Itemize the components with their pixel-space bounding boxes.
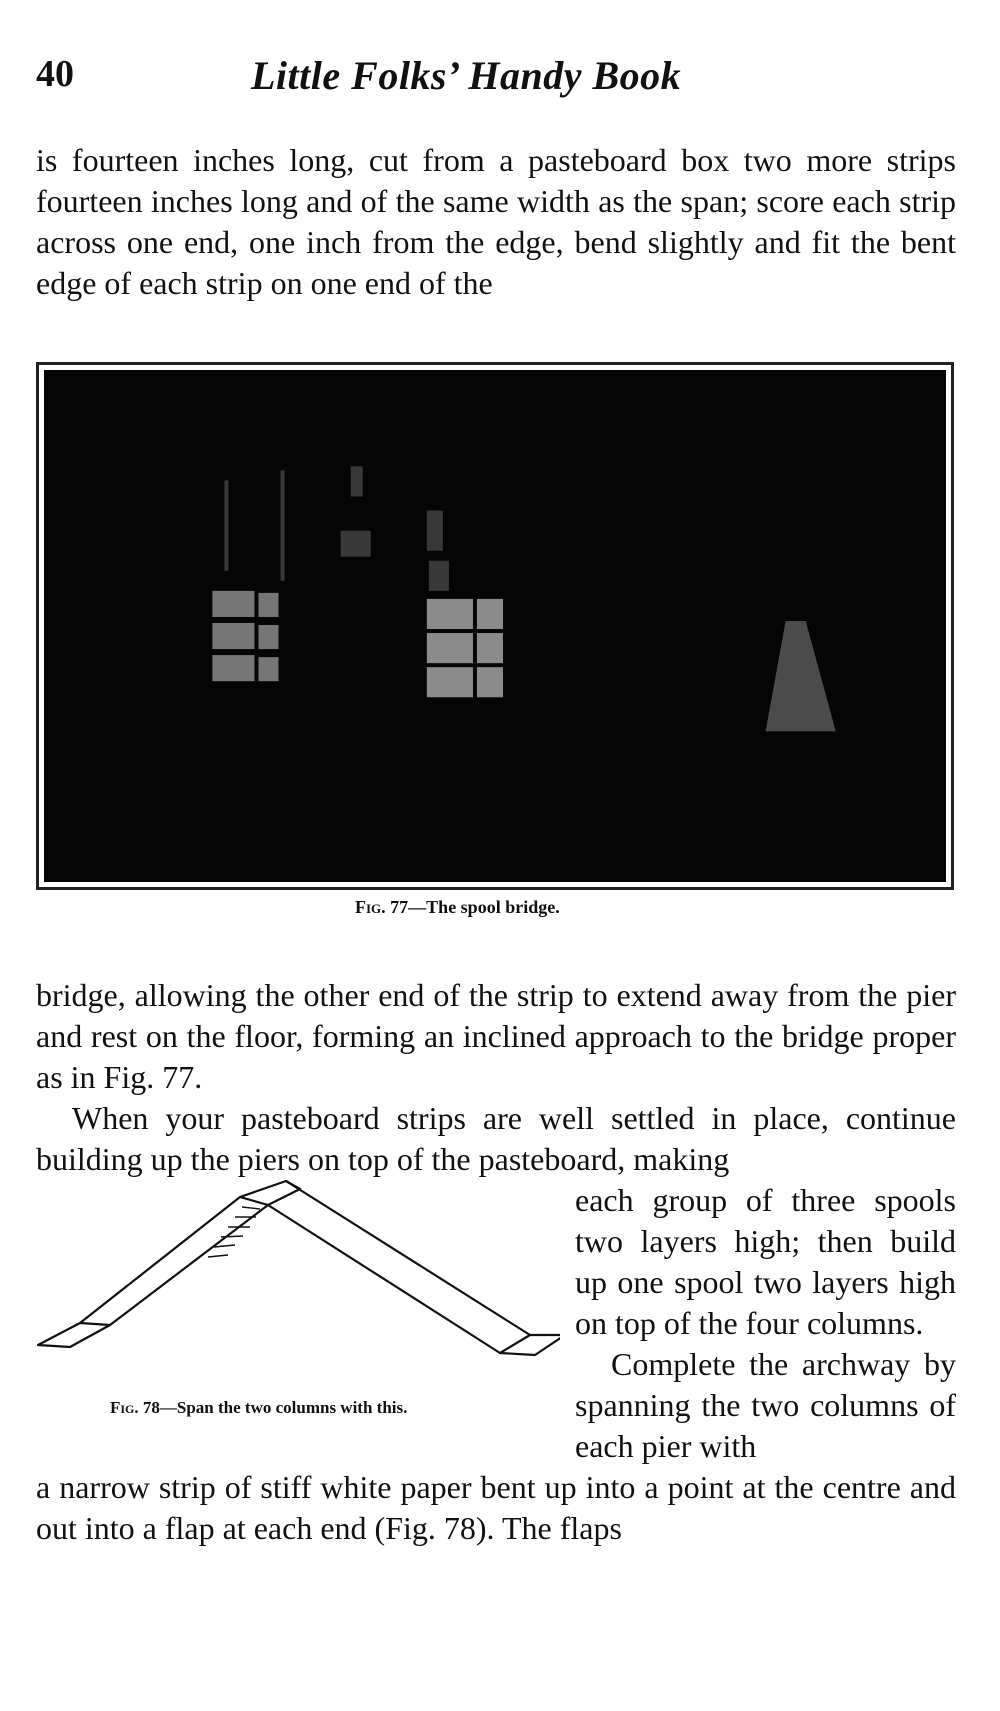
figure-77-title: —The spool bridge. xyxy=(408,897,560,917)
figure-78-folded-strip-drawing xyxy=(30,1175,560,1385)
figure-78-label: Fig. 78 xyxy=(110,1398,160,1417)
paragraph-3-full: When your pasteboard strips are well settled in place, continue building up the piers on top of the pasteboard, making xyxy=(36,1100,956,1177)
figure-78-caption xyxy=(110,1398,407,1418)
running-title: Little Folks’ Handy Book xyxy=(251,53,682,98)
spool-bridge-photo-image xyxy=(44,370,946,882)
paragraph-1: is fourteen inches long, cut from a pasteboard box two more strips fourteen inches long and of the same width as the span; score each strip across one end, one inch from the edge, bend slightly and fit the bent edge of each strip on one end of the xyxy=(36,142,956,301)
paragraph-4-wrap: Complete the archway by spanning the two columns of each pier with xyxy=(575,1346,956,1464)
paragraph-4-full: a narrow strip of stiff white paper bent up into a point at the centre and out into a flap at each end (Fig. 78). The flaps xyxy=(36,1469,956,1546)
paragraph-3-wrap: each group of three spools two layers high; then build up one spool two layers high on top of the four columns. xyxy=(575,1182,956,1341)
page-header xyxy=(36,52,956,112)
figure-77-caption xyxy=(355,897,560,918)
figure-78-title: —Span the two columns with this. xyxy=(159,1398,408,1417)
paragraph-2: bridge, allowing the other end of the strip to extend away from the pier and rest on the floor, forming an inclined approach to the bridge proper as in Fig. 77. xyxy=(36,977,956,1095)
figure-77-label: Fig. 77 xyxy=(355,897,409,917)
figure-77-spool-bridge-photo xyxy=(36,362,954,890)
page-number: 40 xyxy=(36,53,74,95)
folded-strip-drawing xyxy=(30,1175,560,1385)
